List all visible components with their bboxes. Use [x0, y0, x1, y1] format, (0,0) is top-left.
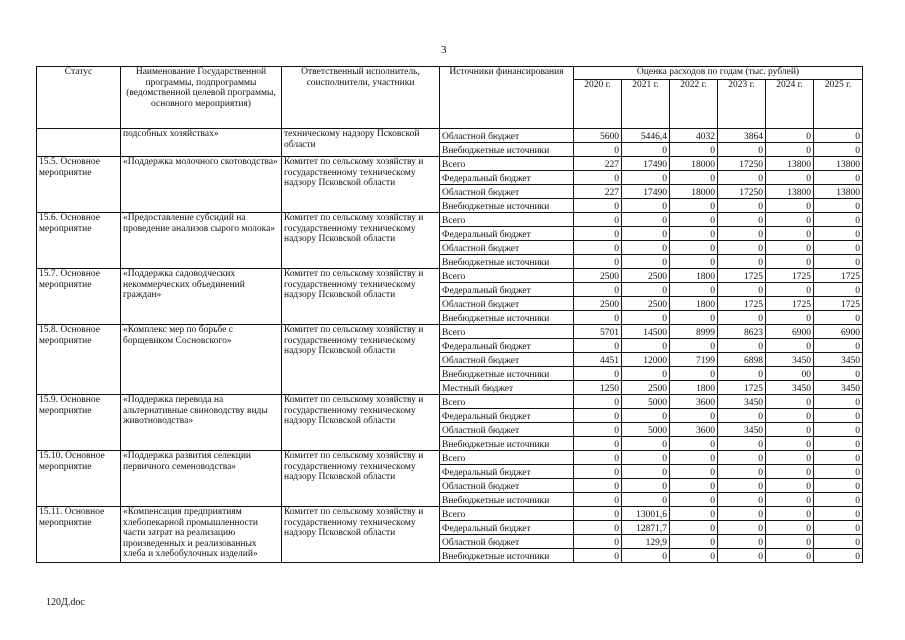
- amount-cell: 3450: [814, 353, 863, 367]
- amount-cell: 0: [622, 437, 670, 451]
- amount-cell: 0: [574, 451, 622, 465]
- amount-cell: 0: [814, 465, 863, 479]
- amount-cell: 0: [574, 227, 622, 241]
- amount-cell: 0: [766, 535, 814, 549]
- table-row: [37, 395, 863, 409]
- funding-source: Областной бюджет: [440, 297, 574, 311]
- funding-source: Внебюджетные источники: [440, 549, 574, 563]
- amount-cell: 0: [718, 213, 766, 227]
- amount-cell: 3600: [670, 423, 718, 437]
- table-row: [37, 269, 863, 283]
- amount-cell: 0: [814, 143, 863, 157]
- amount-cell: 0: [670, 437, 718, 451]
- measure-status: 15.5. Основное мероприятие: [37, 157, 121, 213]
- amount-cell: 0: [574, 171, 622, 185]
- amount-cell: 0: [766, 549, 814, 563]
- amount-cell: 0: [814, 311, 863, 325]
- amount-cell: 0: [766, 241, 814, 255]
- measure-name: «Поддержка молочного скотоводства»: [121, 157, 282, 213]
- measure-name: «Поддержка развития селекции первичного семеноводства»: [121, 451, 282, 507]
- amount-cell: 0: [814, 535, 863, 549]
- amount-cell: 1250: [574, 381, 622, 395]
- table-row: [37, 129, 863, 143]
- amount-cell: 2500: [622, 381, 670, 395]
- measure-status: 15.10. Основное мероприятие: [37, 451, 121, 507]
- amount-cell: 0: [718, 493, 766, 507]
- amount-cell: 0: [574, 437, 622, 451]
- funding-source: Областной бюджет: [440, 241, 574, 255]
- funding-source: Федеральный бюджет: [440, 171, 574, 185]
- measure-status: 15.9. Основное мероприятие: [37, 395, 121, 451]
- amount-cell: 0: [718, 465, 766, 479]
- amount-cell: 0: [574, 213, 622, 227]
- amount-cell: 0: [622, 213, 670, 227]
- amount-cell: 0: [574, 395, 622, 409]
- funding-source: Внебюджетные источники: [440, 199, 574, 213]
- amount-cell: 0: [718, 255, 766, 269]
- amount-cell: 3450: [766, 381, 814, 395]
- amount-cell: 0: [670, 213, 718, 227]
- amount-cell: 0: [574, 493, 622, 507]
- amount-cell: 0: [622, 479, 670, 493]
- amount-cell: 0: [574, 507, 622, 521]
- amount-cell: 0: [718, 479, 766, 493]
- amount-cell: 1800: [670, 269, 718, 283]
- amount-cell: 0: [670, 241, 718, 255]
- amount-cell: 0: [622, 255, 670, 269]
- amount-cell: 0: [574, 465, 622, 479]
- measure-status: 15.8. Основное мероприятие: [37, 325, 121, 395]
- amount-cell: 5701: [574, 325, 622, 339]
- amount-cell: 2500: [574, 269, 622, 283]
- amount-cell: 0: [622, 339, 670, 353]
- amount-cell: 8623: [718, 325, 766, 339]
- funding-source: Всего: [440, 157, 574, 171]
- amount-cell: 0: [622, 367, 670, 381]
- amount-cell: 227: [574, 157, 622, 171]
- amount-cell: 0: [766, 507, 814, 521]
- page-number: 3: [441, 44, 447, 56]
- funding-source: Внебюджетные источники: [440, 493, 574, 507]
- amount-cell: 0: [814, 283, 863, 297]
- funding-source: Всего: [440, 395, 574, 409]
- header-year: 2024 г.: [766, 80, 814, 129]
- measure-executor: Комитет по сельскому хозяйству и государственному техническому надзору Псковской области: [282, 507, 440, 563]
- amount-cell: 0: [766, 521, 814, 535]
- amount-cell: 0: [766, 339, 814, 353]
- amount-cell: 17490: [622, 157, 670, 171]
- amount-cell: 0: [670, 339, 718, 353]
- table-row: [37, 451, 863, 465]
- amount-cell: 0: [670, 199, 718, 213]
- amount-cell: 13800: [814, 157, 863, 171]
- amount-cell: 0: [574, 143, 622, 157]
- amount-cell: 0: [574, 479, 622, 493]
- header-estimate: Оценка расходов по годам (тыс. рублей): [574, 67, 863, 80]
- amount-cell: 0: [574, 241, 622, 255]
- amount-cell: 0: [670, 255, 718, 269]
- amount-cell: 14500: [622, 325, 670, 339]
- amount-cell: 0: [670, 549, 718, 563]
- funding-source: Всего: [440, 269, 574, 283]
- amount-cell: 0: [622, 199, 670, 213]
- measure-executor: Комитет по сельскому хозяйству и государственному техническому надзору Псковской области: [282, 269, 440, 325]
- amount-cell: 00: [766, 367, 814, 381]
- funding-source: Всего: [440, 325, 574, 339]
- measure-executor: Комитет по сельскому хозяйству и государственному техническому надзору Псковской области: [282, 451, 440, 507]
- amount-cell: 0: [622, 465, 670, 479]
- amount-cell: 0: [622, 283, 670, 297]
- amount-cell: 0: [814, 507, 863, 521]
- measure-status: 15.7. Основное мероприятие: [37, 269, 121, 325]
- funding-source: Федеральный бюджет: [440, 465, 574, 479]
- amount-cell: 0: [574, 283, 622, 297]
- amount-cell: 0: [766, 213, 814, 227]
- amount-cell: 0: [814, 493, 863, 507]
- measure-name: «Предоставление субсидий на проведение анализов сырого молока»: [121, 213, 282, 269]
- table-row: [37, 507, 863, 521]
- amount-cell: 1800: [670, 297, 718, 311]
- funding-source: Областной бюджет: [440, 423, 574, 437]
- amount-cell: 0: [814, 129, 863, 143]
- amount-cell: 1800: [670, 381, 718, 395]
- amount-cell: 3864: [718, 129, 766, 143]
- amount-cell: 0: [766, 311, 814, 325]
- funding-source: Областной бюджет: [440, 129, 574, 143]
- table-body: [37, 129, 863, 563]
- table-row: [37, 213, 863, 227]
- amount-cell: 5000: [622, 395, 670, 409]
- amount-cell: 0: [814, 339, 863, 353]
- amount-cell: 0: [670, 465, 718, 479]
- funding-source: Федеральный бюджет: [440, 283, 574, 297]
- amount-cell: 0: [622, 227, 670, 241]
- amount-cell: 1725: [718, 297, 766, 311]
- budget-table: [36, 66, 863, 563]
- measure-status: 15.6. Основное мероприятие: [37, 213, 121, 269]
- amount-cell: 0: [718, 409, 766, 423]
- amount-cell: 0: [670, 493, 718, 507]
- amount-cell: 3600: [670, 395, 718, 409]
- amount-cell: 13800: [766, 157, 814, 171]
- amount-cell: 0: [622, 143, 670, 157]
- funding-source: Всего: [440, 507, 574, 521]
- funding-source: Областной бюджет: [440, 479, 574, 493]
- measure-status: [37, 129, 121, 157]
- amount-cell: 0: [766, 451, 814, 465]
- amount-cell: 0: [670, 367, 718, 381]
- amount-cell: 0: [766, 465, 814, 479]
- amount-cell: 0: [670, 283, 718, 297]
- table-row: [37, 325, 863, 339]
- amount-cell: 3450: [718, 423, 766, 437]
- measure-name: «Поддержка садоводческих некоммерческих объединений граждан»: [121, 269, 282, 325]
- amount-cell: 0: [766, 129, 814, 143]
- amount-cell: 6900: [766, 325, 814, 339]
- amount-cell: 0: [766, 171, 814, 185]
- amount-cell: 12871,7: [622, 521, 670, 535]
- amount-cell: 18000: [670, 157, 718, 171]
- amount-cell: 0: [766, 199, 814, 213]
- amount-cell: 0: [574, 199, 622, 213]
- amount-cell: 0: [814, 423, 863, 437]
- measure-executor: Комитет по сельскому хозяйству и государственному техническому надзору Псковской области: [282, 213, 440, 269]
- measure-executor: Комитет по сельскому хозяйству и государственному техническому надзору Псковской области: [282, 395, 440, 451]
- amount-cell: 1725: [766, 297, 814, 311]
- amount-cell: 0: [814, 395, 863, 409]
- funding-source: Всего: [440, 213, 574, 227]
- amount-cell: 0: [814, 213, 863, 227]
- amount-cell: 0: [814, 367, 863, 381]
- funding-source: Областной бюджет: [440, 535, 574, 549]
- funding-source: Областной бюджет: [440, 353, 574, 367]
- amount-cell: 0: [814, 199, 863, 213]
- amount-cell: 17490: [622, 185, 670, 199]
- amount-cell: 0: [622, 451, 670, 465]
- amount-cell: 1725: [814, 297, 863, 311]
- amount-cell: 2500: [574, 297, 622, 311]
- measure-executor: техническому надзору Псковской области: [282, 129, 440, 157]
- amount-cell: 0: [670, 227, 718, 241]
- header-status: Статус: [37, 67, 121, 129]
- amount-cell: 13800: [814, 185, 863, 199]
- amount-cell: 0: [814, 521, 863, 535]
- amount-cell: 17250: [718, 157, 766, 171]
- funding-source: Внебюджетные источники: [440, 255, 574, 269]
- measure-name: «Комплекс мер по борьбе с борщевиком Сосновского»: [121, 325, 282, 395]
- amount-cell: 0: [718, 227, 766, 241]
- header-year: 2023 г.: [718, 80, 766, 129]
- amount-cell: 0: [766, 395, 814, 409]
- amount-cell: 4032: [670, 129, 718, 143]
- amount-cell: 129,9: [622, 535, 670, 549]
- amount-cell: 18000: [670, 185, 718, 199]
- amount-cell: 2500: [622, 297, 670, 311]
- measure-executor: Комитет по сельскому хозяйству и государственному техническому надзору Псковской области: [282, 157, 440, 213]
- funding-source: Внебюджетные источники: [440, 437, 574, 451]
- amount-cell: 0: [622, 241, 670, 255]
- amount-cell: 1725: [766, 269, 814, 283]
- header-year: 2020 г.: [574, 80, 622, 129]
- amount-cell: 7199: [670, 353, 718, 367]
- amount-cell: 0: [814, 451, 863, 465]
- amount-cell: 17250: [718, 185, 766, 199]
- funding-source: Федеральный бюджет: [440, 227, 574, 241]
- amount-cell: 0: [574, 423, 622, 437]
- measure-executor: Комитет по сельскому хозяйству и государственному техническому надзору Псковской области: [282, 325, 440, 395]
- funding-source: Областной бюджет: [440, 185, 574, 199]
- amount-cell: 0: [718, 311, 766, 325]
- amount-cell: 0: [670, 507, 718, 521]
- amount-cell: 0: [622, 549, 670, 563]
- amount-cell: 0: [766, 283, 814, 297]
- amount-cell: 0: [574, 549, 622, 563]
- amount-cell: 0: [574, 409, 622, 423]
- amount-cell: 0: [718, 171, 766, 185]
- amount-cell: 0: [622, 171, 670, 185]
- amount-cell: 0: [766, 409, 814, 423]
- measure-name: «Поддержка перевода на альтернативные свиноводству виды животноводства»: [121, 395, 282, 451]
- amount-cell: 0: [670, 171, 718, 185]
- amount-cell: 0: [574, 255, 622, 269]
- amount-cell: 0: [670, 479, 718, 493]
- amount-cell: 0: [670, 143, 718, 157]
- amount-cell: 0: [718, 549, 766, 563]
- amount-cell: 0: [574, 311, 622, 325]
- amount-cell: 13800: [766, 185, 814, 199]
- amount-cell: 1725: [814, 269, 863, 283]
- amount-cell: 0: [622, 311, 670, 325]
- amount-cell: 0: [670, 535, 718, 549]
- amount-cell: 0: [670, 521, 718, 535]
- amount-cell: 0: [718, 339, 766, 353]
- measure-name: «Компенсация предприятиям хлебопекарной промышленности части затрат на реализацию произведенных и реализованных хлеба и хлебобулочных изделий»: [121, 507, 282, 563]
- funding-source: Федеральный бюджет: [440, 409, 574, 423]
- amount-cell: 0: [718, 199, 766, 213]
- amount-cell: 0: [622, 493, 670, 507]
- amount-cell: 0: [670, 311, 718, 325]
- amount-cell: 5446,4: [622, 129, 670, 143]
- amount-cell: 4451: [574, 353, 622, 367]
- amount-cell: 1725: [718, 381, 766, 395]
- amount-cell: 13001,6: [622, 507, 670, 521]
- header-year: 2022 г.: [670, 80, 718, 129]
- amount-cell: 5600: [574, 129, 622, 143]
- table-row: [37, 157, 863, 171]
- footer-filename: 120Д.doc: [46, 597, 85, 608]
- amount-cell: 0: [574, 339, 622, 353]
- header-sources: Источники финансирования: [440, 67, 574, 129]
- amount-cell: 0: [574, 367, 622, 381]
- funding-source: Федеральный бюджет: [440, 521, 574, 535]
- amount-cell: 3450: [718, 395, 766, 409]
- amount-cell: 0: [718, 451, 766, 465]
- funding-source: Федеральный бюджет: [440, 339, 574, 353]
- amount-cell: 6900: [814, 325, 863, 339]
- amount-cell: 0: [814, 255, 863, 269]
- funding-source: Внебюджетные источники: [440, 367, 574, 381]
- amount-cell: 227: [574, 185, 622, 199]
- header-name: Наименование Государственной программы, подпрограммы (ведомственной целевой программы, основного мероприятия): [121, 67, 282, 129]
- amount-cell: 8999: [670, 325, 718, 339]
- amount-cell: 0: [814, 549, 863, 563]
- amount-cell: 0: [718, 535, 766, 549]
- amount-cell: 2500: [622, 269, 670, 283]
- amount-cell: 1725: [718, 269, 766, 283]
- header-year: 2025 г.: [814, 80, 863, 129]
- amount-cell: 0: [814, 171, 863, 185]
- amount-cell: 3450: [814, 381, 863, 395]
- amount-cell: 0: [814, 227, 863, 241]
- amount-cell: 0: [814, 409, 863, 423]
- amount-cell: 0: [574, 535, 622, 549]
- amount-cell: 0: [766, 479, 814, 493]
- amount-cell: 0: [718, 437, 766, 451]
- funding-source: Внебюджетные источники: [440, 311, 574, 325]
- amount-cell: 0: [814, 241, 863, 255]
- table-header: [37, 67, 863, 129]
- measure-status: 15.11. Основное мероприятие: [37, 507, 121, 563]
- amount-cell: 0: [814, 479, 863, 493]
- amount-cell: 6898: [718, 353, 766, 367]
- amount-cell: 0: [766, 255, 814, 269]
- amount-cell: 0: [718, 367, 766, 381]
- header-year: 2021 г.: [622, 80, 670, 129]
- amount-cell: 0: [814, 437, 863, 451]
- amount-cell: 0: [670, 409, 718, 423]
- amount-cell: 0: [718, 241, 766, 255]
- amount-cell: 0: [766, 493, 814, 507]
- amount-cell: 3450: [766, 353, 814, 367]
- amount-cell: 5000: [622, 423, 670, 437]
- amount-cell: 0: [718, 143, 766, 157]
- amount-cell: 0: [766, 437, 814, 451]
- amount-cell: 0: [718, 507, 766, 521]
- amount-cell: 0: [622, 409, 670, 423]
- amount-cell: 0: [766, 227, 814, 241]
- funding-source: Местный бюджет: [440, 381, 574, 395]
- amount-cell: 0: [766, 423, 814, 437]
- amount-cell: 0: [670, 451, 718, 465]
- amount-cell: 0: [718, 521, 766, 535]
- funding-source: Внебюджетные источники: [440, 143, 574, 157]
- amount-cell: 0: [766, 143, 814, 157]
- amount-cell: 0: [718, 283, 766, 297]
- amount-cell: 12000: [622, 353, 670, 367]
- measure-name: подсобных хозяйствах»: [121, 129, 282, 157]
- amount-cell: 0: [574, 521, 622, 535]
- header-executor: Ответственный исполнитель, соисполнители, участники: [282, 67, 440, 129]
- funding-source: Всего: [440, 451, 574, 465]
